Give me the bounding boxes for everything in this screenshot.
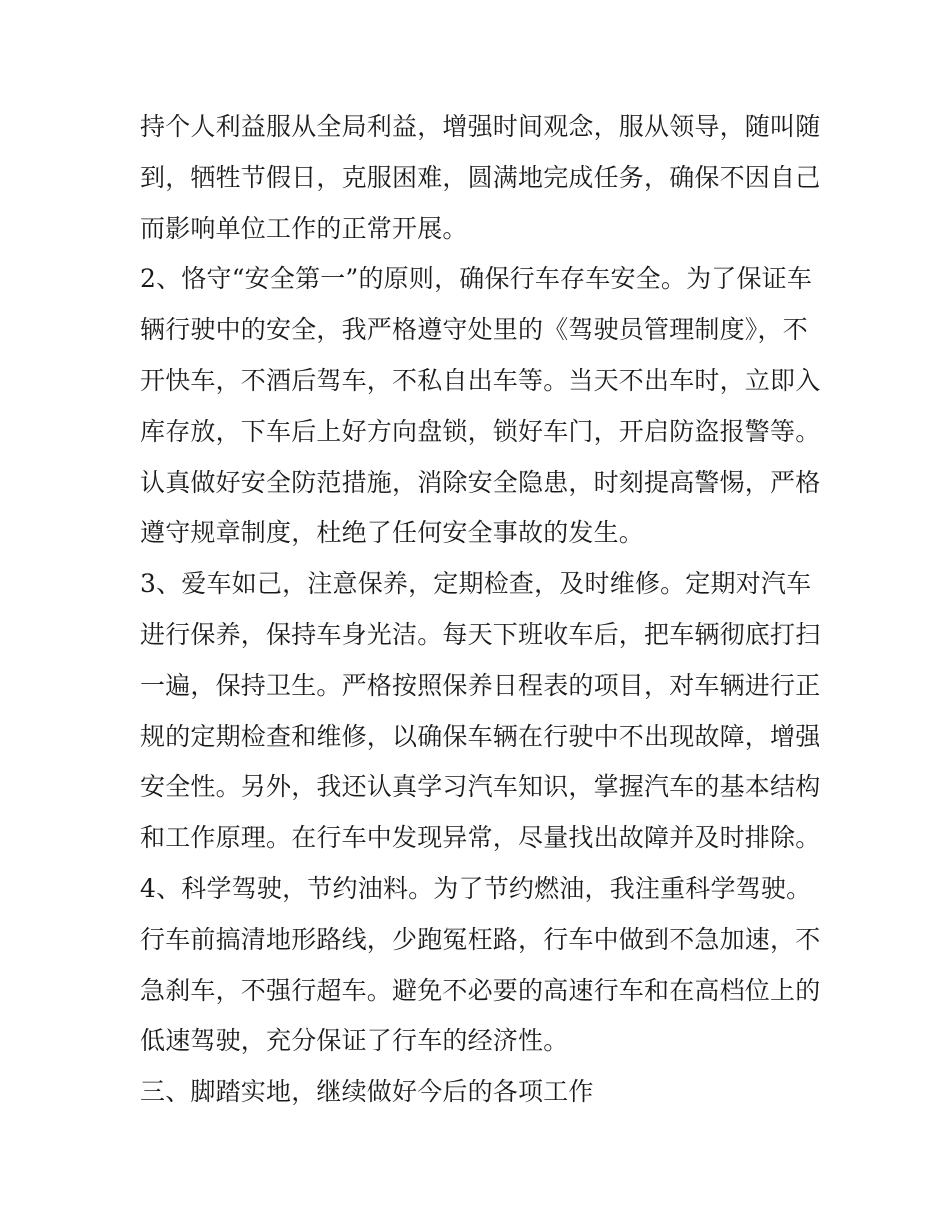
text-line: 规的定期检查和维修，以确保车辆在行驶中不出现故障，增强 bbox=[140, 721, 821, 751]
text-line: 2、恪守“安全第一”的原则，确保行车存车安全。为了保证车 bbox=[140, 264, 813, 294]
document-body bbox=[140, 102, 820, 1118]
text-line: 而影响单位工作的正常开展。 bbox=[140, 213, 468, 243]
text-line: 3、爱车如己，注意保养，定期检查，及时维修。定期对汽车 bbox=[140, 569, 812, 599]
text-line: 4、科学驾驶，节约油料。为了节约燃油，我注重科学驾驶。 bbox=[140, 873, 812, 903]
text-line: 辆行驶中的安全，我严格遵守处里的《驾驶员管理制度》，不 bbox=[140, 315, 808, 345]
text-line: 低速驾驶，充分保证了行车的经济性。 bbox=[140, 1026, 569, 1056]
text-line: 库存放，下车后上好方向盘锁，锁好车门，开启防盗报警等。 bbox=[140, 416, 821, 446]
text-line: 持个人利益服从全局利益，增强时间观念，服从领导，随叫随 bbox=[140, 112, 821, 141]
text-line: 进行保养，保持车身光洁。每天下班收车后，把车辆彻底打扫 bbox=[140, 619, 821, 649]
text-line: 行车前搞清地形路线，少跑冤枉路，行车中做到不急加速，不 bbox=[140, 924, 821, 954]
text-line: 一遍，保持卫生。严格按照保养日程表的项目，对车辆进行正 bbox=[140, 670, 821, 700]
text-line: 遵守规章制度，杜绝了任何安全事故的发生。 bbox=[140, 518, 645, 548]
text-line: 安全性。另外，我还认真学习汽车知识，掌握汽车的基本结构 bbox=[140, 772, 821, 802]
text-line: 开快车，不酒后驾车，不私自出车等。当天不出车时，立即入 bbox=[140, 365, 821, 395]
text-line: 和工作原理。在行车中发现异常，尽量找出故障并及时排除。 bbox=[140, 823, 821, 853]
text-line: 到，牺牲节假日，克服困难，圆满地完成任务，确保不因自己 bbox=[140, 162, 821, 192]
text-line: 急刹车，不强行超车。避免不必要的高速行车和在高档位上的 bbox=[140, 975, 821, 1005]
text-line: 三、脚踏实地，继续做好今后的各项工作 bbox=[140, 1077, 594, 1107]
text-line: 认真做好安全防范措施，消除安全隐患，时刻提高警惕，严格 bbox=[140, 467, 821, 497]
